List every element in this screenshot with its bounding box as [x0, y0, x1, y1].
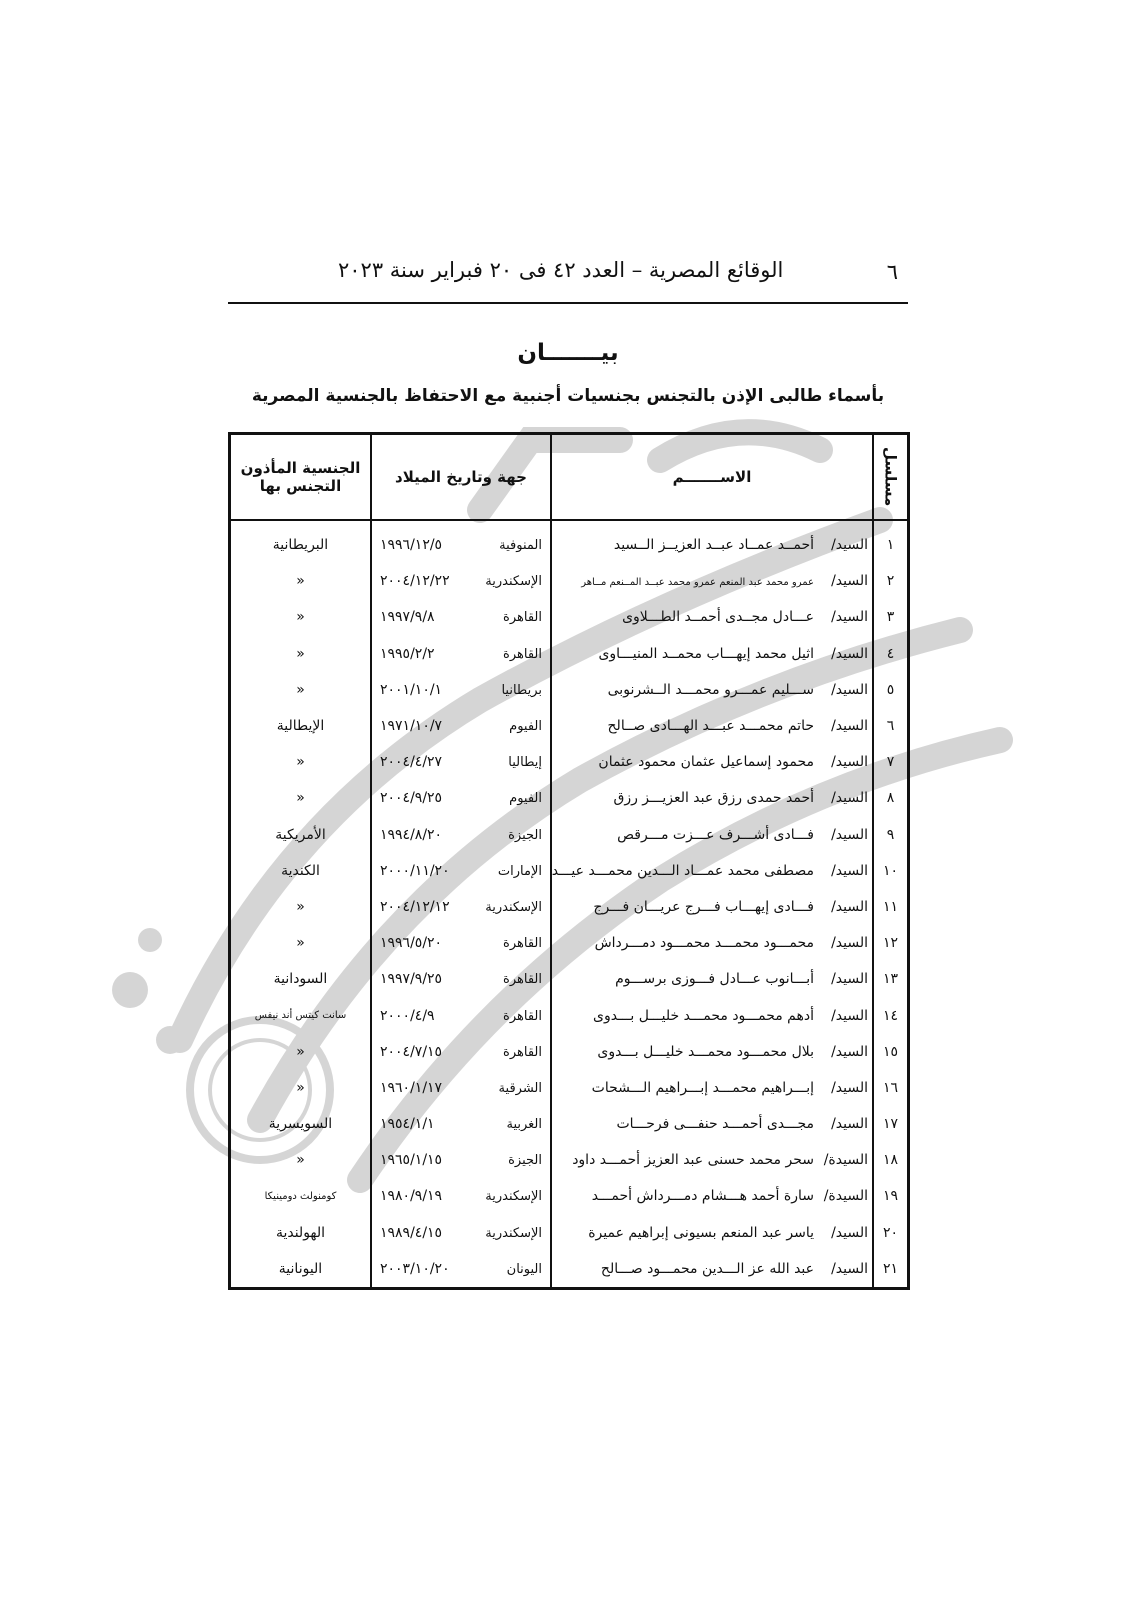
birth-place: الإسكندرية [485, 574, 542, 590]
birth-place: الإمارات [497, 863, 542, 879]
nationality-cell: السويسرية [231, 1106, 371, 1142]
serial-cell: ٥ [886, 681, 895, 698]
serial-cell: ٤ [886, 645, 895, 662]
name-cell [551, 708, 873, 744]
serial-cell: ٣ [886, 609, 895, 626]
person-name: فـــادى أشـــرف عـــزت مـــرقص [617, 826, 814, 843]
table-row [231, 1070, 907, 1106]
birth-cell [371, 1215, 551, 1251]
serial-cell: ٧ [886, 754, 895, 771]
person-name: أحمــد عمــاد عبــد العزيــز الــسيد [613, 537, 814, 554]
birth-cell [371, 1070, 551, 1106]
table-row [231, 780, 907, 816]
birth-cell [371, 672, 551, 708]
name-cell [551, 636, 873, 672]
birth-date: ٢٠٠١/١٠/١ [380, 681, 443, 698]
person-name: أبـــانوب عـــادل فـــوزى برســـوم [615, 971, 814, 988]
person-name: اثيل محمد إيهـــاب محمــد المنيـــاوى [598, 645, 814, 662]
birth-cell [371, 563, 551, 599]
nationality-cell: « [231, 925, 371, 961]
birth-place: الغربية [506, 1117, 542, 1133]
serial-cell: ٢١ [882, 1260, 899, 1277]
table-row [231, 961, 907, 997]
nationality-cell: « [231, 672, 371, 708]
running-title: الوقائع المصرية – العدد ٤٢ فى ٢٠ فبراير سنة ٢٠٢٣ [338, 258, 784, 282]
name-cell [551, 520, 873, 563]
name-cell [551, 1142, 873, 1178]
person-name: أدهم محمـــود محمـــد خليـــل بـــدوى [593, 1007, 814, 1024]
table-row [231, 520, 907, 563]
nationality-cell: الأمريكية [231, 817, 371, 853]
nationality-cell: « [231, 744, 371, 780]
serial-cell: ١٩ [882, 1188, 899, 1205]
name-cell [551, 780, 873, 816]
birth-place: بريطانيا [501, 682, 542, 698]
nationality-cell: « [231, 563, 371, 599]
name-cell [551, 563, 873, 599]
birth-date: ٢٠٠٠/١١/٢٠ [380, 862, 450, 879]
nationality-cell: « [231, 1070, 371, 1106]
birth-place: الفيوم [509, 791, 542, 807]
birth-place: اليونان [506, 1261, 542, 1277]
birth-place: الشرقية [498, 1080, 542, 1096]
table-row [231, 636, 907, 672]
nationality-cell: سانت كيتس أند نيفس [231, 997, 371, 1033]
applicants-table [228, 432, 910, 1290]
page-header [228, 256, 908, 298]
person-name: مصطفى محمد عمـــاد الـــدين محمـــد عيـــد [551, 862, 814, 879]
birth-date: ١٩٥٤/١/١ [380, 1116, 435, 1133]
header-serial: مسلسل [873, 435, 907, 520]
person-name: عمرو محمد عبد المنعم عمرو محمد عبــد المــنعم مــاهر [581, 577, 814, 589]
birth-cell [371, 1142, 551, 1178]
birth-date: ٢٠٠٣/١٠/٢٠ [380, 1260, 450, 1277]
birth-date: ١٩٩٥/٢/٢ [380, 645, 435, 662]
birth-place: الإسكندرية [485, 1189, 542, 1205]
birth-date: ١٩٦٥/١/١٥ [380, 1152, 443, 1169]
birth-date: ٢٠٠٤/٩/٢٥ [380, 790, 443, 807]
birth-place: القاهرة [503, 646, 542, 662]
birth-date: ٢٠٠٤/٤/٢٧ [380, 754, 443, 771]
table-row [231, 1178, 907, 1214]
birth-place: إيطاليا [508, 755, 542, 771]
birth-date: ٢٠٠٠/٤/٩ [380, 1007, 435, 1024]
birth-place: الجيزة [508, 1153, 542, 1169]
birth-cell [371, 817, 551, 853]
person-name: مجـــدى أحمـــد حنفـــى فرحـــات [616, 1116, 814, 1133]
serial-cell: ١٣ [882, 971, 899, 988]
birth-date: ١٩٨٠/٩/١٩ [380, 1188, 443, 1205]
honorific: السيد/ [831, 1116, 868, 1133]
birth-cell [371, 599, 551, 635]
serial-cell: ١٥ [882, 1043, 899, 1060]
serial-cell: ٩ [886, 826, 895, 843]
name-cell [551, 1251, 873, 1287]
birth-cell [371, 780, 551, 816]
birth-cell [371, 1106, 551, 1142]
honorific: السيد/ [831, 573, 868, 590]
nationality-cell: الإيطالية [231, 708, 371, 744]
page-number: ٦ [886, 260, 898, 284]
honorific: السيد/ [831, 681, 868, 698]
nationality-cell: البريطانية [231, 520, 371, 563]
header-rule [228, 302, 908, 304]
name-cell [551, 1178, 873, 1214]
birth-cell [371, 961, 551, 997]
birth-cell [371, 636, 551, 672]
birth-cell [371, 1178, 551, 1214]
table-row [231, 1034, 907, 1070]
person-name: ســـليم عمـــرو محمـــد الــشرنوبى [607, 681, 814, 698]
honorific: السيد/ [831, 718, 868, 735]
table-row [231, 599, 907, 635]
honorific: السيد/ [831, 609, 868, 626]
person-name: محمـــود محمـــد محمـــود دمـــرداش [594, 935, 814, 952]
person-name: إبـــراهيم محمـــد إبـــراهيم الـــشحات [591, 1079, 814, 1096]
table-header-row [231, 435, 907, 520]
table-row [231, 853, 907, 889]
birth-cell [371, 997, 551, 1033]
birth-place: القاهرة [503, 1008, 542, 1024]
birth-date: ٢٠٠٤/١٢/١٢ [380, 898, 450, 915]
header-nationality: الجنسية المأذون التجنس بها [231, 435, 371, 520]
name-cell [551, 744, 873, 780]
table-row [231, 925, 907, 961]
person-name: سحر محمد حسنى عبد العزيز أحمـــد داود [572, 1152, 814, 1169]
serial-cell: ١١ [882, 898, 899, 915]
table-row [231, 1251, 907, 1287]
birth-place: القاهرة [503, 936, 542, 952]
person-name: سارة أحمد هـــشام دمـــرداش أحمـــد [591, 1188, 814, 1205]
person-name: فـــادى إيهـــاب فـــرج عريـــان فـــرج [593, 898, 814, 915]
honorific: السيد/ [831, 826, 868, 843]
birth-place: المنوفية [499, 538, 542, 554]
honorific: السيد/ [831, 1007, 868, 1024]
honorific: السيد/ [831, 645, 868, 662]
birth-date: ١٩٨٩/٤/١٥ [380, 1224, 443, 1241]
serial-cell: ١٧ [882, 1116, 899, 1133]
honorific: السيد/ [831, 935, 868, 952]
birth-date: ١٩٩٧/٩/٢٥ [380, 971, 443, 988]
honorific: السيد/ [831, 898, 868, 915]
birth-date: ٢٠٠٤/١٢/٢٢ [380, 573, 450, 590]
honorific: السيد/ [831, 971, 868, 988]
name-cell [551, 925, 873, 961]
table-row [231, 1142, 907, 1178]
honorific: السيد/ [831, 862, 868, 879]
birth-date: ١٩٩٤/٨/٢٠ [380, 826, 443, 843]
serial-cell: ١٢ [882, 935, 899, 952]
honorific: السيدة/ [823, 1188, 868, 1205]
birth-place: الفيوم [509, 719, 542, 735]
person-name: ياسر عبد المنعم بسيونى إبراهيم عميرة [588, 1224, 814, 1241]
header-name: الاســـــــم [551, 435, 873, 520]
name-cell [551, 889, 873, 925]
serial-cell: ١٠ [882, 862, 899, 879]
birth-place: القاهرة [503, 610, 542, 626]
birth-date: ١٩٩٧/٩/٨ [380, 609, 435, 626]
name-cell [551, 853, 873, 889]
document-title: بيـــــــان [517, 340, 619, 366]
name-cell [551, 1034, 873, 1070]
honorific: السيدة/ [823, 1152, 868, 1169]
person-name: بلال محمـــود محمـــد خليـــل بـــدوى [597, 1043, 814, 1060]
nationality-cell: اليونانية [231, 1251, 371, 1287]
birth-cell [371, 1251, 551, 1287]
birth-cell [371, 708, 551, 744]
name-cell [551, 672, 873, 708]
person-name: محمود إسماعيل عثمان محمود عثمان [598, 754, 814, 771]
birth-date: ١٩٦٠/١/١٧ [380, 1079, 443, 1096]
name-cell [551, 1106, 873, 1142]
serial-cell: ٢٠ [882, 1224, 899, 1241]
nationality-cell: « [231, 599, 371, 635]
birth-place: الجيزة [508, 827, 542, 843]
birth-place: الإسكندرية [485, 899, 542, 915]
birth-date: ١٩٩٦/١٢/٥ [380, 537, 443, 554]
nationality-cell: السودانية [231, 961, 371, 997]
birth-cell [371, 853, 551, 889]
birth-date: ١٩٩٦/٥/٢٠ [380, 935, 443, 952]
name-cell [551, 1215, 873, 1251]
serial-cell: ٨ [886, 790, 895, 807]
honorific: السيد/ [831, 754, 868, 771]
person-name: أحمد حمدى رزق عبد العزيـــز رزق [613, 790, 814, 807]
nationality-cell: الكندية [231, 853, 371, 889]
name-cell [551, 1070, 873, 1106]
table-row [231, 1106, 907, 1142]
name-cell [551, 599, 873, 635]
person-name: عبد الله عز الـــدين محمـــود صـــالح [600, 1260, 814, 1277]
serial-cell: ١٦ [882, 1079, 899, 1096]
person-name: حاتم محمـــد عبـــد الهـــادى صــالح [607, 718, 814, 735]
serial-cell: ١٨ [882, 1152, 899, 1169]
honorific: السيد/ [831, 1079, 868, 1096]
honorific: السيد/ [831, 1043, 868, 1060]
serial-cell: ٦ [886, 718, 895, 735]
nationality-cell: « [231, 636, 371, 672]
birth-place: القاهرة [503, 972, 542, 988]
serial-cell: ١ [886, 537, 895, 554]
nationality-cell: كومنولث دومينيكا [231, 1178, 371, 1214]
birth-cell [371, 744, 551, 780]
nationality-cell: « [231, 889, 371, 925]
header-birth: جهة وتاريخ الميلاد [371, 435, 551, 520]
honorific: السيد/ [831, 1224, 868, 1241]
nationality-cell: الهولندية [231, 1215, 371, 1251]
person-name: عـــادل مجــدى أحمــد الطـــلاوى [622, 609, 814, 626]
table-row [231, 817, 907, 853]
name-cell [551, 961, 873, 997]
table-row [231, 1215, 907, 1251]
table-row [231, 563, 907, 599]
table-row [231, 672, 907, 708]
nationality-cell: « [231, 1034, 371, 1070]
table-row [231, 708, 907, 744]
birth-date: ١٩٧١/١٠/٧ [380, 718, 443, 735]
honorific: السيد/ [831, 537, 868, 554]
birth-cell [371, 1034, 551, 1070]
nationality-cell: « [231, 1142, 371, 1178]
table-row [231, 889, 907, 925]
birth-place: القاهرة [503, 1044, 542, 1060]
birth-cell [371, 889, 551, 925]
birth-cell [371, 925, 551, 961]
serial-cell: ٢ [886, 573, 895, 590]
serial-cell: ١٤ [882, 1007, 899, 1024]
name-cell [551, 817, 873, 853]
table-row [231, 997, 907, 1033]
honorific: السيد/ [831, 1260, 868, 1277]
birth-date: ٢٠٠٤/٧/١٥ [380, 1043, 443, 1060]
name-cell [551, 997, 873, 1033]
birth-place: الإسكندرية [485, 1225, 542, 1241]
table-row [231, 744, 907, 780]
table-body [231, 520, 907, 1287]
birth-cell [371, 520, 551, 563]
honorific: السيد/ [831, 790, 868, 807]
document-subtitle: بأسماء طالبى الإذن بالتجنس بجنسيات أجنبية مع الاحتفاظ بالجنسية المصرية [251, 386, 885, 406]
nationality-cell: « [231, 780, 371, 816]
